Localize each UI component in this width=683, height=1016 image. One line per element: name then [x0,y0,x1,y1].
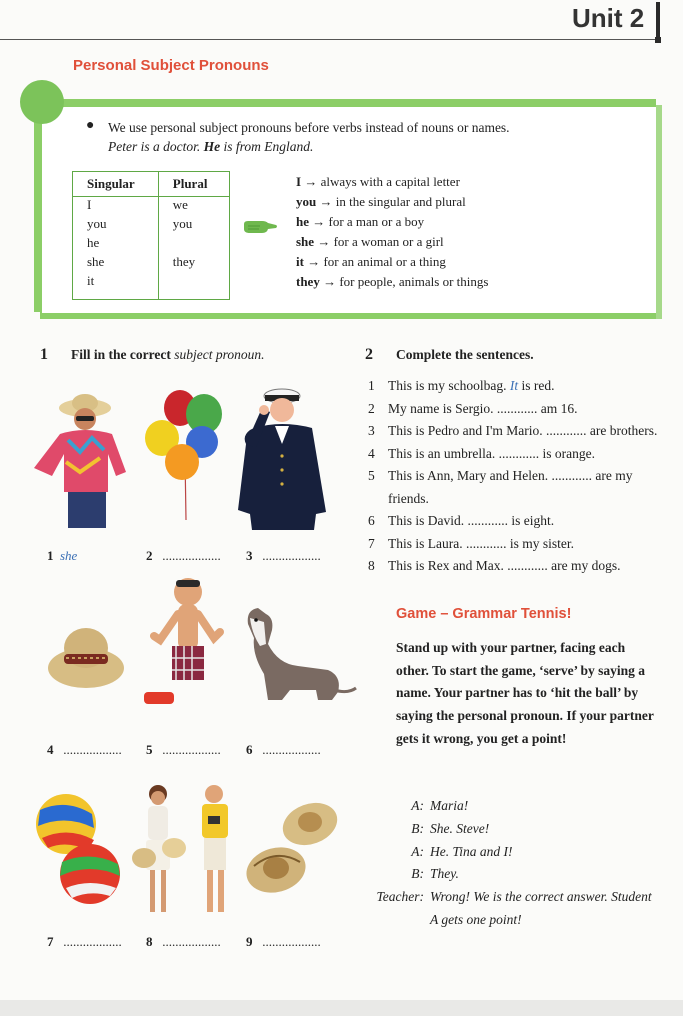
unit-title: Unit 2 [572,3,645,33]
arrow-icon: → [307,254,321,269]
note-text: always with a capital letter [320,174,460,189]
table-row [73,235,230,254]
unit-bar [656,2,660,38]
game-dialogue [368,795,660,932]
sentence-number: 2 [368,400,375,416]
dialogue-speaker: A: [411,798,424,813]
sentence-item[interactable] [368,398,663,421]
table-cell: she [73,254,159,273]
pronoun-table [72,171,230,300]
pointing-hand-icon [242,218,278,236]
game-title: Game – Grammar Tennis! [396,606,572,622]
answer-number: 6 [246,742,253,757]
pronoun-notes [296,172,488,292]
dialogue-line [368,841,660,864]
answer-slot-8[interactable] [146,934,221,950]
section-title: Personal Subject Pronouns [73,57,269,74]
note-line [296,232,488,252]
page-bottom-strip [0,1000,683,1016]
sentence-number: 3 [368,423,375,438]
sentence-number: 1 [368,378,375,393]
note-pronoun: it [296,254,304,269]
table-cell: I [73,197,159,217]
answer-slot-1 [47,548,77,564]
arrow-icon: → [323,274,337,289]
sentence-text[interactable]: This is Rex and Max. ............ are my dogs. [388,558,621,573]
table-cell: it [73,273,159,300]
sentence-number: 6 [368,513,375,528]
answer-slot-2[interactable] [146,548,221,564]
dialogue-speaker: A: [411,843,424,859]
answer-number: 5 [146,742,153,757]
table-cell [158,235,229,254]
sentence-text[interactable]: This is David. ............ is eight. [388,513,555,528]
answer-slot-4[interactable] [47,742,122,758]
sentence-number: 5 [368,468,375,483]
answer-number: 1 [47,548,54,563]
note-text: for a woman or a girl [333,234,444,249]
grammar-rule: We use personal subject pronouns before verbs instead of nouns or names. [108,120,510,135]
dialogue-speaker: Teacher: [376,889,424,905]
exercise-2-title: Complete the sentences. [396,347,534,362]
sentence-item[interactable] [368,465,663,510]
woman-in-sunhat-picture [30,392,130,532]
answer-slot-6[interactable] [246,742,321,758]
answer-slot-9[interactable] [246,934,321,950]
table-cell [158,273,229,300]
exercise-2-number: 2 [365,346,373,363]
exercise-1-title [71,347,264,363]
table-cell: you [158,216,229,235]
answer-number: 3 [246,548,253,563]
game-instructions: Stand up with your partner, facing each other. To start the game, ‘serve’ by saying a name. Your partner has to ‘hit the ball’ by saying the personal pronoun. If your partner gets it wrong, you get a point! [396,640,654,746]
sentence-number: 7 [368,535,375,551]
boy-in-swimsuit-picture [144,574,230,710]
note-line [296,172,488,192]
couple-on-holiday-picture [130,782,238,918]
grammar-circle-icon [20,80,64,124]
sentence-item [368,375,663,398]
table-header-singular: Singular [73,172,159,197]
grammar-example [108,139,313,155]
dialogue-speaker: B: [411,820,424,836]
sentence-item[interactable] [368,555,663,578]
example-after: is from England. [220,139,314,154]
note-line [296,212,488,232]
table-cell: you [73,216,159,235]
answer-number: 9 [246,934,253,949]
note-line [296,192,488,212]
arrow-icon: → [319,194,333,209]
arrow-icon: → [304,174,318,189]
balloons-picture [140,386,232,524]
given-answer: she [60,548,78,563]
sentence-item[interactable] [368,420,663,443]
answer-slot-7[interactable] [47,934,122,950]
arrow-icon: → [317,234,331,249]
note-pronoun: she [296,234,315,249]
sentence-text[interactable]: This is Pedro and I'm Mario. ............ are brothers. [388,423,658,438]
note-text: in the singular and plural [335,194,466,209]
sombreros-picture [244,796,340,904]
sentence-part: This is my schoolbag. [388,378,510,393]
table-row [73,197,230,217]
grammar-box-bottom-bar [40,313,662,319]
dialogue-text: They. [430,866,459,882]
table-row [73,216,230,235]
sentence-text[interactable]: This is an umbrella. ............ is orange. [388,445,595,461]
grammar-box-right-bar [656,105,662,319]
answer-blank[interactable]: .................. [262,934,321,949]
note-text: for a man or a boy [328,214,425,229]
sentence-item[interactable] [368,443,663,466]
example-bold: He [203,139,221,154]
answer-number: 2 [146,548,153,563]
sentence-list [368,375,663,578]
answer-blank[interactable]: .................. [262,742,321,757]
bullet-icon: ● [86,118,95,133]
straw-hat-picture [46,618,126,692]
note-pronoun: I [296,174,302,189]
table-row [73,254,230,273]
note-line [296,252,488,272]
dialogue-line [368,795,660,818]
table-cell: he [73,235,159,254]
answer-number: 4 [47,742,54,757]
answer-slot-3[interactable] [246,548,321,564]
sentence-number: 8 [368,558,375,573]
note-text: for people, animals or things [339,274,489,289]
dialogue-text: Maria! [430,798,469,813]
sentence-text[interactable]: This is Ann, Mary and Helen. ............ are my friends. [388,468,633,506]
sentence-text[interactable]: This is Laura. ............ is my sister. [388,535,574,551]
table-cell: they [158,254,229,273]
table-row [73,273,230,300]
dialogue-line [368,863,660,886]
unit-marker [655,37,661,43]
dialogue-text: She. Steve! [430,820,490,836]
answer-number: 7 [47,934,54,949]
answer-blank[interactable]: .................. [63,934,122,949]
sentence-example-answer: It [509,378,519,393]
arrow-icon: → [312,214,326,229]
answer-blank[interactable]: .................. [162,742,221,757]
answer-blank[interactable]: .................. [262,548,321,563]
note-line [296,272,488,292]
note-text: for an animal or a thing [323,254,446,269]
header-divider [0,39,655,40]
dialogue-line [368,818,660,841]
note-pronoun: you [296,194,317,209]
ship-captain-picture [232,384,336,534]
dialogue-line [368,886,660,932]
answer-blank[interactable]: .................. [63,742,122,757]
table-header-plural: Plural [158,172,229,197]
answer-blank[interactable]: .................. [162,934,221,949]
sentence-number: 4 [368,445,375,461]
dog-picture [238,604,358,704]
dialogue-speaker: B: [411,866,424,882]
example-before: Peter is a doctor. [108,139,204,154]
exercise-1-title-italic: subject pronoun. [174,347,265,362]
sentence-item[interactable] [368,533,663,556]
exercise-1-number: 1 [40,346,48,363]
sentence-part: is red. [518,378,555,393]
note-pronoun: they [296,274,320,289]
answer-blank[interactable]: .................. [162,548,221,563]
dialogue-text: He. Tina and I! [430,843,513,859]
dialogue-text: Wrong! We is the correct answer. Student A gets one point! [430,889,652,927]
exercise-1-title-text: Fill in the correct [71,347,175,362]
sentence-text[interactable]: My name is Sergio. ............ am 16. [388,400,578,416]
beach-balls-picture [32,792,126,906]
table-cell: we [158,197,229,217]
sentence-text [388,375,663,398]
answer-number: 8 [146,934,153,949]
answer-slot-5[interactable] [146,742,221,758]
note-pronoun: he [296,214,309,229]
sentence-item[interactable] [368,510,663,533]
